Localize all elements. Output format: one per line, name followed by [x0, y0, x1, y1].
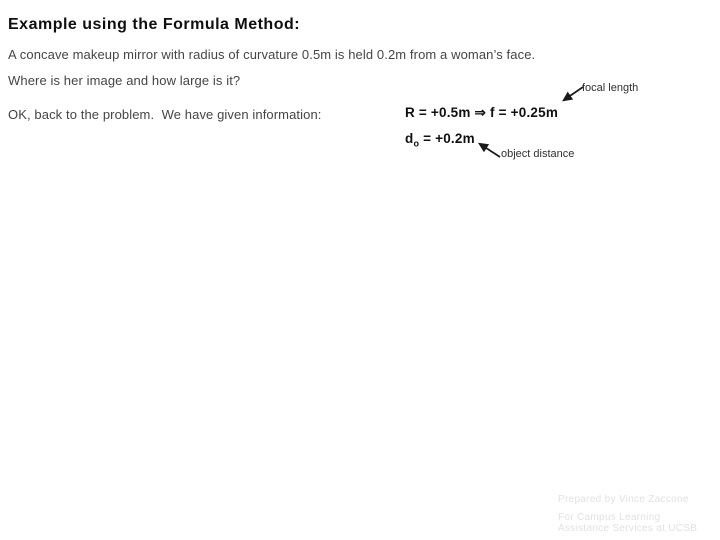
- slide-title: Example using the Formula Method:: [8, 16, 301, 33]
- footer-organization-line2: Assistance Services at UCSB: [558, 523, 698, 534]
- equation-object-distance: [405, 131, 475, 149]
- focal-length-arrow-icon: [556, 85, 588, 109]
- problem-statement: A concave makeup mirror with radius of curvature 0.5m is held 0.2m from a woman’s face.: [8, 47, 536, 62]
- footer-author-credit: Prepared by Vince Zaccone: [558, 494, 689, 505]
- variable-d-subscript: o: [413, 138, 420, 149]
- focal-length-callout-label: focal length: [582, 82, 639, 94]
- object-distance-callout-label: object distance: [501, 148, 575, 160]
- footer-organization-line1: For Campus Learning: [558, 512, 661, 523]
- problem-question: Where is her image and how large is it?: [8, 73, 241, 88]
- equation-radius-to-focal: R = +0.5m ⇒ f = +0.25m: [405, 105, 559, 120]
- work-intro-text: OK, back to the problem. We have given information:: [8, 107, 322, 122]
- variable-d: d: [405, 131, 414, 146]
- object-distance-arrow-icon: [470, 139, 504, 161]
- object-distance-value: = +0.2m: [419, 131, 475, 146]
